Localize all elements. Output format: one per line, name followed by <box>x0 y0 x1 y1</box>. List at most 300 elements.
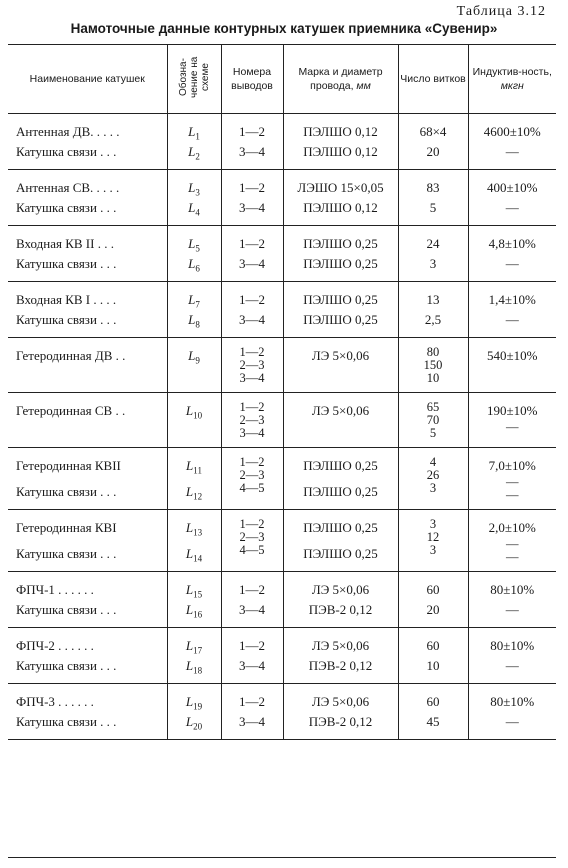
turns-cell-list <box>399 572 468 627</box>
coil-names <box>8 510 167 571</box>
turn-count: 20 <box>426 602 440 617</box>
turns-cell-list <box>399 684 468 739</box>
designation: $L_4$ <box>188 200 200 218</box>
inductance-value: — <box>506 550 519 564</box>
designation: $L_1$ <box>188 124 200 142</box>
header-pins: Номера выводов <box>221 45 283 114</box>
pin-numbers: 3—4 <box>239 714 265 729</box>
coil-name: ФПЧ-2 . . . . . . <box>16 638 94 653</box>
designation: $L_6$ <box>188 256 200 274</box>
wire-spec: ЛЭ 5×0,06 <box>311 403 370 418</box>
inductance-value: 7,0±10% <box>488 458 536 473</box>
turns-cell-list <box>399 393 468 447</box>
coil-names <box>8 338 167 373</box>
designation: $L_9$ <box>188 348 200 366</box>
inductance-cell <box>468 510 556 572</box>
turns-cell <box>398 510 468 572</box>
wire-spec: ПЭЛШО 0,25 <box>303 312 378 327</box>
pin-numbers: 1—2 <box>239 638 265 653</box>
pin-numbers: 4—5 <box>239 543 265 557</box>
turns-cell <box>398 226 468 282</box>
pin-numbers: 4—5 <box>239 481 265 495</box>
designation: $L_{11}$ <box>186 458 202 476</box>
inductance-value: 80±10% <box>490 638 535 653</box>
coil-name: Катушка связи . . . <box>16 658 117 673</box>
inductance-value: — <box>506 488 519 502</box>
designation: $L_{16}$ <box>185 602 203 620</box>
turns-cell-list <box>399 226 468 281</box>
designations <box>168 338 221 373</box>
designation-letter: L <box>185 658 194 673</box>
designation: $L_3$ <box>188 180 200 198</box>
wire-cell <box>283 114 398 170</box>
pin-numbers: 1—2 <box>239 124 265 139</box>
designation: $L_{18}$ <box>185 658 203 676</box>
wire-spec: ЛЭШО 15×0,05 <box>297 180 384 195</box>
turn-count: 2,5 <box>424 312 442 327</box>
coil-name: Гетеродинная ДВ . . <box>16 348 126 363</box>
coil-names <box>8 226 167 281</box>
inductance-cell <box>468 684 556 740</box>
turns-cell <box>398 114 468 170</box>
header-wire: Марка и диаметр провода, мм <box>283 45 398 114</box>
turns-cell <box>398 170 468 226</box>
coil-name: ФПЧ-3 . . . . . . <box>16 694 94 709</box>
pins-cell-list <box>222 628 283 683</box>
pin-numbers: 1—2 <box>239 694 265 709</box>
wire-cell-list <box>284 684 398 739</box>
pins-cell <box>221 170 283 226</box>
coil-name-cell <box>8 393 167 448</box>
pins-cell-list <box>222 282 283 337</box>
inductance-value: 1,4±10% <box>488 292 536 307</box>
coil-name: Гетеродинная СВ . . <box>16 403 126 418</box>
wire-spec: ПЭЛШО 0,25 <box>303 484 378 499</box>
turn-count: 3 <box>429 481 437 495</box>
pins-cell <box>221 393 283 448</box>
designation-letter: L <box>188 292 196 307</box>
designations <box>168 684 221 739</box>
designation-letter: L <box>188 348 196 363</box>
inductance-value: — <box>505 714 519 729</box>
coil-name: Катушка связи . . . <box>16 312 117 327</box>
inductance-list <box>469 114 557 169</box>
designation-cell <box>167 114 221 170</box>
pin-numbers: 3—4 <box>239 371 265 385</box>
inductance-list <box>469 628 557 683</box>
turns-cell-list <box>399 448 468 502</box>
wire-cell-list <box>284 448 398 509</box>
pins-cell-list <box>222 114 283 169</box>
inductance-list <box>469 572 557 627</box>
pin-numbers: 3—4 <box>239 602 265 617</box>
designations <box>168 510 221 571</box>
inductance-list <box>469 226 557 281</box>
header-name: Наименование катушек <box>8 45 167 114</box>
pin-numbers: 2—3 <box>239 468 265 482</box>
wire-spec: ЛЭ 5×0,06 <box>311 348 370 363</box>
inductance-cell <box>468 338 556 393</box>
turn-count: 10 <box>426 371 440 385</box>
table-bottom-rule <box>8 857 556 858</box>
designation-cell <box>167 338 221 393</box>
pins-cell-list <box>222 170 283 225</box>
coil-names <box>8 628 167 683</box>
pins-cell <box>221 684 283 740</box>
turns-cell-list <box>399 170 468 225</box>
turns-cell <box>398 393 468 448</box>
turns-cell <box>398 684 468 740</box>
pin-numbers: 1—2 <box>239 345 265 359</box>
designation-letter: L <box>185 602 194 617</box>
turn-count: 20 <box>426 144 440 159</box>
inductance-cell <box>468 282 556 338</box>
turn-count: 68×4 <box>419 124 447 139</box>
header-turns: Число витков <box>398 45 468 114</box>
pin-numbers: 3—4 <box>239 200 265 215</box>
coil-names <box>8 572 167 627</box>
turns-cell <box>398 338 468 393</box>
inductance-list <box>469 170 557 225</box>
pin-numbers: 1—2 <box>239 180 265 195</box>
pin-numbers: 1—2 <box>239 292 265 307</box>
designation-cell <box>167 393 221 448</box>
coil-name-cell <box>8 226 167 282</box>
turn-count: 3 <box>429 543 437 557</box>
inductance-list <box>469 684 557 739</box>
designation-letter: L <box>188 144 196 159</box>
turn-count: 60 <box>426 638 440 653</box>
turns-cell <box>398 628 468 684</box>
turns-cell-list <box>399 282 468 337</box>
coil-names <box>8 393 167 428</box>
wire-cell <box>283 226 398 282</box>
inductance-value: — <box>505 658 519 673</box>
designation-letter: L <box>185 484 194 499</box>
inductance-list <box>469 448 557 509</box>
inductance-value: 4,8±10% <box>488 236 536 251</box>
turn-count: 26 <box>426 468 440 482</box>
turns-cell-list <box>399 338 468 392</box>
pins-cell <box>221 448 283 510</box>
designation: $L_2$ <box>188 144 200 162</box>
coil-name: Катушка связи . . . <box>16 256 117 271</box>
pin-numbers: 1—2 <box>239 582 265 597</box>
coil-name-cell <box>8 114 167 170</box>
designation-letter: L <box>185 714 194 729</box>
wire-cell <box>283 170 398 226</box>
designation-letter: L <box>188 236 196 251</box>
pin-numbers: 3—4 <box>239 426 265 440</box>
coil-name: Катушка связи . . . <box>16 714 117 729</box>
inductance-list <box>469 393 557 441</box>
coil-name: Катушка связи . . . <box>16 484 117 499</box>
coil-names <box>8 282 167 337</box>
designations <box>168 628 221 683</box>
designations <box>168 114 221 169</box>
inductance-list <box>469 510 557 571</box>
inductance-value: — <box>505 144 519 159</box>
wire-spec: ПЭЛШО 0,25 <box>303 236 378 251</box>
coil-name: Гетеродинная КВI <box>16 520 117 535</box>
turn-count: 10 <box>426 658 440 673</box>
inductance-cell <box>468 170 556 226</box>
turns-cell-list <box>399 628 468 683</box>
designation-cell <box>167 170 221 226</box>
designation-letter: L <box>185 520 194 535</box>
designation: $L_{19}$ <box>185 694 203 712</box>
inductance-value: — <box>506 475 519 489</box>
turn-count: 65 <box>426 400 440 414</box>
designations <box>168 572 221 627</box>
designation-letter: L <box>188 124 196 139</box>
wire-spec: ПЭЛШО 0,12 <box>303 144 378 159</box>
wire-cell-list <box>284 114 398 169</box>
wire-spec: ЛЭ 5×0,06 <box>311 638 370 653</box>
wire-spec: ЛЭ 5×0,06 <box>311 694 370 709</box>
coil-name-cell <box>8 338 167 393</box>
designation-letter: L <box>188 256 196 271</box>
inductance-value: — <box>506 420 519 434</box>
wire-spec: ПЭЛШО 0,25 <box>303 292 378 307</box>
designation-cell <box>167 572 221 628</box>
pins-cell <box>221 226 283 282</box>
header-row <box>8 45 556 114</box>
wire-cell-list <box>284 393 398 428</box>
designation-cell <box>167 448 221 510</box>
header-inductance: Индуктив-ность, мкгн <box>468 45 556 114</box>
inductance-value: 400±10% <box>487 180 538 195</box>
designation: $L_{13}$ <box>185 520 203 538</box>
wire-cell <box>283 448 398 510</box>
inductance-value: 190±10% <box>487 403 538 418</box>
coil-name: Катушка связи . . . <box>16 602 117 617</box>
inductance-value: — <box>505 602 519 617</box>
turn-count: 12 <box>426 530 440 544</box>
wire-spec: ПЭЛШО 0,25 <box>303 458 378 473</box>
inductance-cell <box>468 628 556 684</box>
coil-names <box>8 114 167 169</box>
turn-count: 4 <box>429 455 437 469</box>
wire-cell <box>283 684 398 740</box>
wire-spec: ПЭЛШО 0,25 <box>303 546 378 561</box>
table-row <box>8 170 556 226</box>
designation-letter: L <box>188 180 196 195</box>
turn-count: 83 <box>426 180 440 195</box>
wire-cell-list <box>284 338 398 373</box>
winding-data-table <box>8 44 556 740</box>
pin-numbers: 1—2 <box>239 455 265 469</box>
coil-names <box>8 170 167 225</box>
designation-letter: L <box>188 200 196 215</box>
inductance-cell <box>468 572 556 628</box>
designations <box>168 226 221 281</box>
wire-cell <box>283 282 398 338</box>
coil-names <box>8 684 167 739</box>
designation: $L_5$ <box>188 236 200 254</box>
wire-spec: ПЭВ-2 0,12 <box>308 714 373 729</box>
pin-numbers: 1—2 <box>239 400 265 414</box>
coil-name: Катушка связи . . . <box>16 200 117 215</box>
designation-letter: L <box>185 546 194 561</box>
pin-numbers: 3—4 <box>239 144 265 159</box>
designation-letter: L <box>185 694 194 709</box>
turns-cell-list <box>399 510 468 564</box>
turn-count: 150 <box>423 358 443 372</box>
pin-numbers: 2—3 <box>239 413 265 427</box>
wire-spec: ПЭЛШО 0,25 <box>303 256 378 271</box>
designations <box>168 448 221 509</box>
coil-name: Гетеродинная КВII <box>16 458 121 473</box>
table-row <box>8 338 556 393</box>
wire-spec: ПЭВ-2 0,12 <box>308 602 373 617</box>
turn-count: 24 <box>426 236 440 251</box>
wire-cell <box>283 510 398 572</box>
turn-count: 60 <box>426 694 440 709</box>
inductance-value: 80±10% <box>490 694 535 709</box>
pins-cell-list <box>222 393 283 447</box>
wire-cell <box>283 628 398 684</box>
designation-letter: L <box>185 582 194 597</box>
turn-count: 13 <box>426 292 440 307</box>
inductance-value: 80±10% <box>490 582 535 597</box>
coil-name: Антенная СВ. . . . . <box>16 180 120 195</box>
wire-cell <box>283 393 398 448</box>
table-number: Таблица 3.12 <box>456 4 546 19</box>
wire-cell-list <box>284 226 398 281</box>
pin-numbers: 2—3 <box>239 358 265 372</box>
turn-count: 45 <box>426 714 440 729</box>
table-row <box>8 628 556 684</box>
wire-cell <box>283 572 398 628</box>
pins-cell-list <box>222 338 283 392</box>
coil-name: Входная КВ I . . . . <box>16 292 117 307</box>
designation: $L_7$ <box>188 292 200 310</box>
pin-numbers: 1—2 <box>239 236 265 251</box>
designation: $L_{17}$ <box>185 638 203 656</box>
designation-letter: L <box>186 458 194 473</box>
wire-cell-list <box>284 170 398 225</box>
coil-name-cell <box>8 510 167 572</box>
inductance-cell <box>468 226 556 282</box>
designation: $L_{14}$ <box>185 546 203 564</box>
inductance-cell <box>468 114 556 170</box>
turns-cell <box>398 448 468 510</box>
table-row <box>8 510 556 572</box>
designation-cell <box>167 684 221 740</box>
turn-count: 3 <box>429 256 437 271</box>
coil-name-cell <box>8 282 167 338</box>
designation-letter: L <box>188 312 196 327</box>
coil-name: Катушка связи . . . <box>16 144 117 159</box>
pin-numbers: 3—4 <box>239 312 265 327</box>
pins-cell <box>221 282 283 338</box>
designations <box>168 170 221 225</box>
pins-cell <box>221 628 283 684</box>
coil-name: ФПЧ-1 . . . . . . <box>16 582 94 597</box>
coil-name: Антенная ДВ. . . . . <box>16 124 120 139</box>
inductance-cell <box>468 393 556 448</box>
inductance-value: — <box>505 312 519 327</box>
designation: $L_{10}$ <box>185 403 203 421</box>
turn-count: 80 <box>426 345 440 359</box>
inductance-value: 2,0±10% <box>488 520 536 535</box>
turn-count: 5 <box>429 200 437 215</box>
designation-letter: L <box>185 638 194 653</box>
coil-name: Входная КВ II . . . <box>16 236 114 251</box>
pins-cell <box>221 572 283 628</box>
header-designation: Обозна-чение на схеме <box>167 45 221 114</box>
pin-numbers: 1—2 <box>239 517 265 531</box>
coil-name-cell <box>8 572 167 628</box>
table-row <box>8 393 556 448</box>
designation-letter: L <box>185 403 194 418</box>
table-row <box>8 282 556 338</box>
wire-spec: ПЭЛШО 0,12 <box>303 124 378 139</box>
table-row <box>8 226 556 282</box>
designation-cell <box>167 628 221 684</box>
turns-cell-list <box>399 114 468 169</box>
inductance-value: 4600±10% <box>483 124 541 139</box>
coil-name-cell <box>8 684 167 740</box>
pin-numbers: 3—4 <box>239 256 265 271</box>
table-row <box>8 448 556 510</box>
pins-cell <box>221 114 283 170</box>
inductance-list <box>469 282 557 337</box>
pins-cell <box>221 510 283 572</box>
pins-cell-list <box>222 684 283 739</box>
table-title: Намоточные данные контурных катушек приемника «Сувенир» <box>70 21 498 36</box>
wire-spec: ПЭВ-2 0,12 <box>308 658 373 673</box>
designation-cell <box>167 226 221 282</box>
pins-cell-list <box>222 510 283 564</box>
designation: $L_8$ <box>188 312 200 330</box>
turn-count: 70 <box>426 413 440 427</box>
designations <box>168 393 221 428</box>
table-row <box>8 684 556 740</box>
inductance-cell <box>468 448 556 510</box>
pins-cell-list <box>222 572 283 627</box>
turn-count: 3 <box>429 517 437 531</box>
pin-numbers: 2—3 <box>239 530 265 544</box>
pins-cell-list <box>222 448 283 502</box>
inductance-value: 540±10% <box>487 348 538 363</box>
inductance-value: — <box>505 256 519 271</box>
wire-spec: ЛЭ 5×0,06 <box>311 582 370 597</box>
wire-cell-list <box>284 572 398 627</box>
designation: $L_{15}$ <box>185 582 203 600</box>
table-row <box>8 572 556 628</box>
inductance-value: — <box>505 200 519 215</box>
coil-name-cell <box>8 628 167 684</box>
coil-name: Катушка связи . . . <box>16 546 117 561</box>
pin-numbers: 3—4 <box>239 658 265 673</box>
designation-cell <box>167 510 221 572</box>
wire-cell-list <box>284 282 398 337</box>
coil-names <box>8 448 167 509</box>
wire-cell <box>283 338 398 393</box>
wire-cell-list <box>284 628 398 683</box>
designation: $L_{20}$ <box>185 714 203 732</box>
inductance-list <box>469 338 557 373</box>
turns-cell <box>398 572 468 628</box>
turn-count: 5 <box>429 426 437 440</box>
wire-spec: ПЭЛШО 0,12 <box>303 200 378 215</box>
designations <box>168 282 221 337</box>
table-row <box>8 114 556 170</box>
turns-cell <box>398 282 468 338</box>
wire-cell-list <box>284 510 398 571</box>
